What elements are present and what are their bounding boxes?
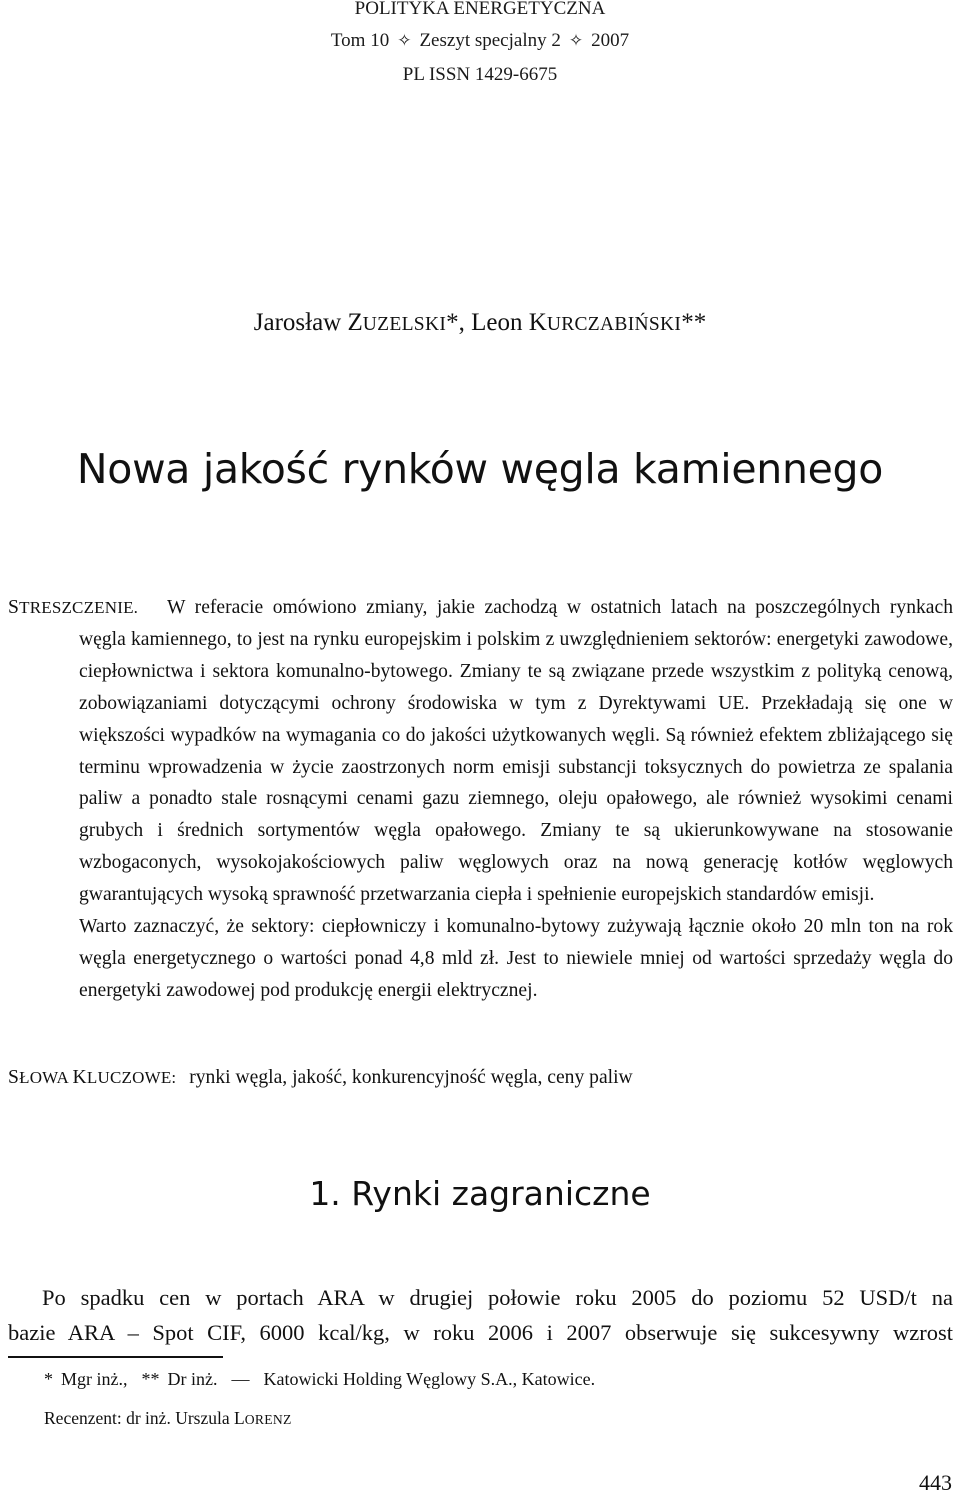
intro-paragraph xyxy=(8,1280,953,1350)
abstract-paragraph-2: Warto zaznaczyć, że sektory: ciepłowniczy i komunalno-bytowy zużywają łącznie około 20 mln ton na rok węgla energetycznego o wartości ponad 4,8 mld zł. Jest to niewiele mniej od wartości sprzedaży węgla do energetyki zawodowej pod produkcję energii elektrycznej. xyxy=(79,916,953,1001)
journal-volume: Tom 10 xyxy=(330,30,390,51)
author2-last-initial: K xyxy=(528,309,547,336)
footnote-mark-2: ** xyxy=(141,1369,160,1389)
keywords-label-luczowe: LUCZOWE: xyxy=(86,1068,177,1087)
authors-line xyxy=(0,309,960,337)
keywords-label-l: Ł xyxy=(19,1068,30,1087)
separator-icon: ✧ xyxy=(568,31,584,50)
reviewer-last-initial: L xyxy=(234,1408,245,1428)
author1-mark: *, xyxy=(446,309,472,336)
author2-last-rest: URCZABIŃSKI xyxy=(546,314,682,335)
abstract-label-initial: S xyxy=(8,597,20,618)
journal-name: POLITYKA ENERGETYCZNA xyxy=(354,0,606,19)
intro-line-1: Po spadku cen w portach ARA w drugiej połowie roku 2005 do poziomu 52 USD/t na xyxy=(42,1285,953,1310)
page-number: 443 xyxy=(919,1470,952,1495)
footnote-mark-1: * xyxy=(44,1369,53,1389)
keywords xyxy=(8,1067,633,1089)
abstract-label-rest: TRESZCZENIE. xyxy=(19,598,139,617)
section-heading: 1. Rynki zagraniczne xyxy=(309,1174,651,1213)
reviewer-prefix: Recenzent: dr inż. Urszula xyxy=(44,1408,230,1428)
reviewer xyxy=(44,1408,292,1429)
footnote-dash: — xyxy=(231,1369,250,1389)
keywords-label-owa: OWA xyxy=(29,1068,69,1087)
keywords-label-k: K xyxy=(72,1067,87,1088)
author2-first: Leon xyxy=(471,309,523,336)
footnote-rule xyxy=(8,1356,223,1358)
footnote-title-1: Mgr inż., xyxy=(61,1369,128,1389)
footnote-title-2: Dr inż. xyxy=(167,1369,218,1389)
abstract xyxy=(8,592,953,1007)
author1-first: Jarosław xyxy=(253,309,342,336)
journal-year: 2007 xyxy=(591,30,630,51)
footnote-affiliation: Katowicki Holding Węglowy S.A., Katowice. xyxy=(263,1369,596,1389)
reviewer-last-rest: ORENZ xyxy=(244,1412,292,1427)
author2-mark: ** xyxy=(681,309,707,336)
abstract-label xyxy=(8,592,138,624)
journal-issn: PL ISSN 1429-6675 xyxy=(402,64,558,85)
abstract-paragraph-1: W referacie omówiono zmiany, jakie zachodzą w ostatnich latach na poszczególnych rynkach węgla kamiennego, to jest na rynku europejskim i polskim z uwzględnieniem sektorów: energetyki zawodowe, ciepłownictwa i sektora komunalno-bytowego. Zmiany te są związane przede wszystkim z polityką cenową, zobowiązaniami dotyczącymi ochrony środowiska w tym z Dyrektywami UE. Przekładają się one w większości wypadków na wymagania co do jakości użytkowanych węgli. Są również efektem zbliżającego się terminu wprowadzenia w życie zaostrzonych norm emisji substancji toksycznych do powietrza ze spalania paliw a ponadto stale rosnącymi cenami gazu ziemnego, oleju opałowego, ale również wysokimi cenami grubych i średnich sortymentów węgla opałowego. Zmiany te są ukierunkowywane na stosowanie wzbogaconych, wysokojakościowych paliw węglowych oraz na nową generację kotłów węglowych gwarantujących wysoką sprawność przetwarzania ciepła i spełnienie europejskich standardów emisji. xyxy=(79,597,953,906)
keywords-label xyxy=(8,1068,176,1087)
author1-last-rest: UZELSKI xyxy=(362,314,447,335)
keywords-text: rynki węgla, jakość, konkurencyjność węgla, ceny paliw xyxy=(189,1067,633,1088)
journal-issue-line xyxy=(0,30,960,52)
intro-line-2: bazie ARA – Spot CIF, 6000 kcal/kg, w roku 2006 i 2007 obserwuje się sukcesywny wzrost xyxy=(8,1320,953,1345)
author1-last-initial: Z xyxy=(347,309,363,336)
separator-icon: ✧ xyxy=(397,31,412,50)
journal-issue: Zeszyt specjalny 2 xyxy=(419,30,561,51)
paper-title: Nowa jakość rynków węgla kamiennego xyxy=(76,445,884,493)
keywords-label-s: S xyxy=(8,1067,20,1088)
footnote xyxy=(44,1369,609,1390)
